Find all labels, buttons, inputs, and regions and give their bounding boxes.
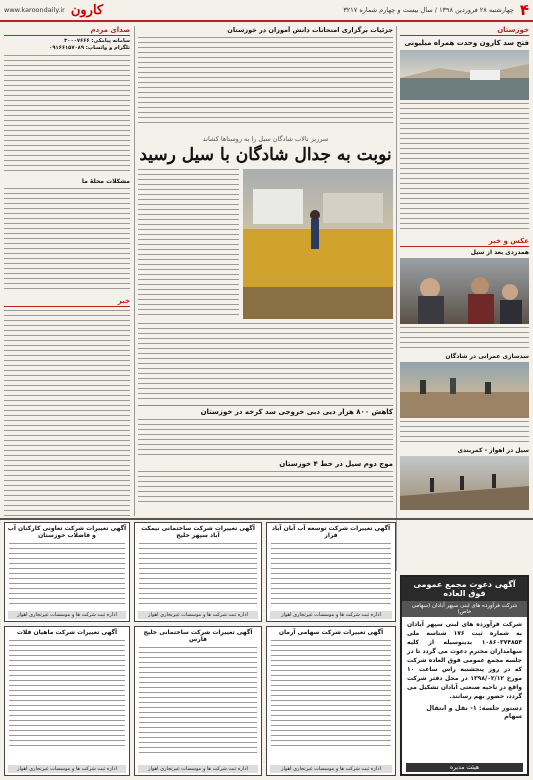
issue-date: چهارشنبه ۲۸ فروردین ۱۳۹۸ / سال بیست و چهارم شماره ۳۲۱۷: [343, 6, 514, 14]
big-ad-text: شرکت فرآورده های لبنی سپهر آبادان به شماره ثبت ۱۷۶ شناسه ملی ۱۰۸۶۰۳۷۴۸۵۴ بدینوسیله از کلیه سهامداران محترم دعوت می گردد تا در جلسه مجمع عمومی فوق العاده شرکت که در روز پنجشنبه راس ساعت ۱۰ مورخ ۱۳۹۸/۰۲/۱۲ در محل دفتر شرکت واقع در ناحیه صنعتی آبادان تشکیل می گردد، حضور بهم رسانند.: [407, 621, 522, 700]
ad-6-footer: اداره ثبت شرکت ها و موسسات غیرتجاری اهواز: [270, 765, 392, 773]
ad-4-body: [9, 640, 125, 750]
ad-6-body: [271, 640, 391, 750]
page-number: ۴: [519, 1, 529, 19]
right-column: [400, 26, 529, 571]
ad-1-footer: اداره ثبت شرکت ها و موسسات غیرتجاری اهواز: [8, 611, 126, 619]
ad-3-body: [271, 543, 391, 605]
photo-caption-3: سیل در اهواز - کمربندی: [457, 447, 529, 454]
big-ad-agenda: دستور جلسه: ۱- نقل و انتقال سهام: [426, 704, 522, 720]
main-headline: نوبت به جدال شادگان با سیل رسید: [139, 145, 392, 165]
story2-body: [138, 419, 393, 457]
right-story-headline: فتح سد کارون وحدت همراه میلیونی: [404, 39, 529, 47]
newspaper-logo: کارون: [70, 2, 104, 18]
ad-6-title: آگهی تغییرات شرکت سهامی آرمان: [278, 629, 384, 636]
ad-4-footer: اداره ثبت شرکت ها و موسسات غیرتجاری اهواز: [8, 765, 126, 773]
big-ad-subtitle: شرکت فرآورده های لبنی سپهر آبادان (سهامی خاص): [402, 601, 527, 617]
news-body: [4, 310, 130, 516]
masthead-right: [343, 1, 529, 19]
ad-1-title: آگهی تغییرات شرکت تعاونی کارکنان آب و فاضلاب خوزستان: [7, 525, 127, 539]
dam-photo: [400, 50, 529, 100]
ad-2-body: [139, 543, 257, 605]
ad-3-footer: اداره ثبت شرکت ها و موسسات غیرتجاری اهواز: [270, 611, 392, 619]
ad-box-2: [134, 522, 262, 622]
sandbag-photo: [400, 362, 529, 418]
section-title-news: خبر: [4, 297, 130, 307]
ad-2-title: آگهی تغییرات شرکت ساختمانی نیمکت آباد سپهر خلیج: [141, 525, 255, 539]
top-story-headline: جزئیات برگزاری امتحانات دانش آموزان در خوزستان: [227, 26, 393, 34]
right-story-body: [400, 103, 529, 233]
main-story-continued: [138, 323, 393, 403]
ads-top-rule: [0, 518, 533, 520]
masthead: [0, 0, 533, 22]
section-title-voice: صدای مردم: [4, 26, 130, 36]
story3-body: [138, 471, 393, 506]
main-kicker: سرریز تالاب شادگان سیل را به روستاها کشاند: [202, 135, 329, 143]
levee-photo: [400, 456, 529, 510]
voice-subhead: مشکلات محلهٔ ما: [81, 178, 130, 186]
people-photo-svg: [400, 258, 529, 324]
ad-5-title: آگهی تغییرات شرکت ساختمانی خلیج فارس: [143, 629, 253, 643]
section-title-khuzestan: خوزستان: [400, 26, 529, 36]
main-story-row: [138, 169, 393, 319]
big-ad-signature: هیئت مدیره: [406, 763, 523, 772]
photo-caption-1: همدردی بعد از سیل: [470, 249, 529, 256]
story3-headline: موج دوم سیل در خط ۴ خوزستان: [279, 460, 393, 468]
big-ad: [400, 575, 529, 776]
sandbag-photo-svg: [400, 362, 529, 418]
top-story-body: [138, 37, 393, 127]
left-column: [4, 26, 130, 516]
secondary-stories: [138, 408, 393, 508]
big-ad-title: آگهی دعوت مجمع عمومی فوق العاده: [402, 577, 527, 601]
ad-box-4: [4, 626, 130, 776]
section-title-photo-news: عکس و خبر: [400, 237, 529, 247]
column-divider-left: [134, 26, 135, 516]
masthead-left: [4, 3, 103, 18]
dam-photo-svg: [400, 50, 529, 100]
voice-body-2: [4, 188, 130, 293]
flood-main-photo: [243, 169, 393, 319]
photo-text-2: [400, 421, 529, 445]
photo-caption-2: سدسازی عمرانی در شادگان: [445, 353, 529, 360]
flood-photo-svg: [243, 169, 393, 319]
story2-headline: کاهش ۸۰۰ هزار دبی دبی خروجی سد کرخه در خوزستان: [200, 408, 393, 416]
ad-5-footer: اداره ثبت شرکت ها و موسسات غیرتجاری اهواز: [138, 765, 258, 773]
ad-box-1: [4, 522, 130, 622]
ad-box-3: [266, 522, 396, 622]
website-url[interactable]: www.karoondaily.ir: [4, 6, 65, 14]
ad-box-5: [134, 626, 262, 776]
ad-1-body: [9, 543, 125, 605]
levee-photo-svg: [400, 456, 529, 510]
sms-number: سامانه پیامکی: ۳۰۰۰۷۶۶۶: [64, 38, 130, 44]
ad-box-6: [266, 626, 396, 776]
people-flood-photo: [400, 258, 529, 324]
telegram-number: تلگرام و واتساپ: ۰۹۱۶۶۱۵۷۰۸۹: [49, 45, 130, 52]
ad-4-title: آگهی تغییرات شرکت ماهیان فلات: [16, 629, 118, 636]
main-story-body: [138, 169, 239, 319]
ad-3-title: آگهی تغییرات شرکت توسعه آب آبان آباد فراز: [271, 525, 391, 539]
story-divider: [138, 405, 393, 406]
main-story-area: [138, 26, 393, 406]
ad-5-body: [139, 647, 257, 757]
voice-body: [4, 55, 130, 175]
photo-text-1: [400, 327, 529, 351]
ad-2-footer: اداره ثبت شرکت ها و موسسات غیرتجاری اهواز: [138, 611, 258, 619]
column-divider-right: [396, 26, 397, 571]
